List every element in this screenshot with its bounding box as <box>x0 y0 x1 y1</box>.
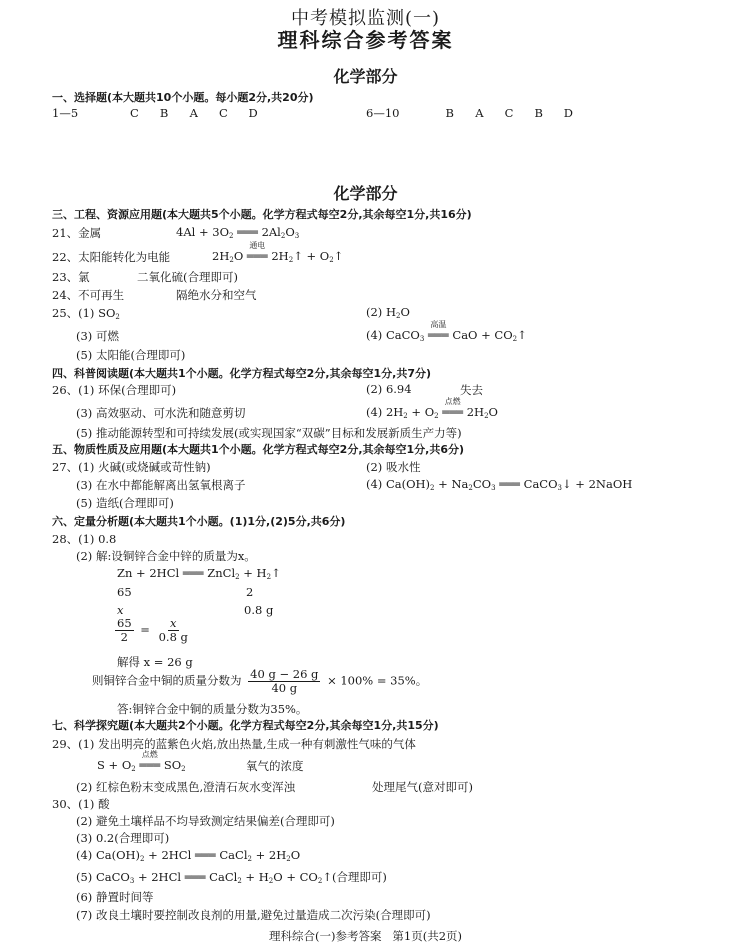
eq-text: + H <box>241 870 269 884</box>
title-line-1: 中考模拟监测(一) <box>290 8 441 29</box>
fraction <box>115 617 134 644</box>
equals-sign: ═══ <box>182 566 204 580</box>
eq-text: ↑ <box>517 328 527 342</box>
eq-text: × 100% = 35%。 <box>327 673 428 688</box>
eq-text: O <box>488 405 498 419</box>
eq-text: CO <box>472 477 492 491</box>
q25-2 <box>366 305 410 320</box>
eq-sub: 2 <box>140 855 145 863</box>
eq-sub: 2 <box>131 765 136 773</box>
fraction <box>248 668 320 695</box>
q3-header: 三、工程、资源应用题(本大题共5个小题。化学方程式每空2分,其余每空1分,共16分) <box>52 208 472 221</box>
eq-sub: 3 <box>419 335 425 343</box>
q26-2b: 失去 <box>460 383 483 397</box>
q28-proportion: $\frac{65}{2}$ = $\frac{x}{0.8 g}$ <box>117 616 188 645</box>
q30-2: (2) 避免土壤样品不均导致测定结果偏差(合理即可) <box>76 814 335 828</box>
eq-text: O <box>285 225 295 239</box>
eq-sub: 2 <box>229 232 234 240</box>
eq-text: Zn + 2HCl <box>117 566 180 580</box>
eq-sub: 2 <box>280 232 286 240</box>
eq-sub: 2 <box>286 855 291 863</box>
eq-text: (2) H <box>366 305 396 319</box>
q1-answer: A <box>475 106 484 120</box>
q1-range-b: 6—10 <box>366 106 400 120</box>
q29-2b: 处理尾气(意对即可) <box>372 780 473 794</box>
reaction-condition: 通电 <box>249 241 266 250</box>
eq-sub: 2 <box>329 256 334 264</box>
q27-4 <box>366 477 632 492</box>
eq-sub: 2 <box>434 412 439 420</box>
equals-sign: ═══ <box>499 477 520 491</box>
q23-label: 23、氯 <box>52 270 90 284</box>
q1-answers-6-10 <box>366 106 581 120</box>
eq-sub: 2 <box>512 335 518 343</box>
q30-4 <box>76 848 300 863</box>
title-line-2: 理科综合参考答案 <box>277 28 454 52</box>
q24-answer: 隔绝水分和空气 <box>176 288 257 302</box>
eq-sub: 2 <box>266 573 272 581</box>
eq-sub: 2 <box>115 313 120 321</box>
denominator: 0.8 g <box>158 630 188 645</box>
eq-text: 2H <box>466 405 485 419</box>
eq-text: 则铜锌合金中铜的质量分数为 <box>92 673 242 688</box>
q30-5 <box>76 869 387 885</box>
q28-equation <box>117 566 281 581</box>
reaction-condition: 点燃 <box>444 397 461 406</box>
eq-text: O <box>233 249 244 263</box>
q1-range-a: 1—5 <box>52 106 79 120</box>
eq-sub: 2 <box>288 256 294 264</box>
q1-answers-1-5 <box>52 106 266 120</box>
q1-answer: C <box>504 106 514 120</box>
eq-text: 2Al <box>261 225 281 239</box>
q26-2: (2) 6.94 <box>366 382 412 396</box>
q7-header: 七、科学探究题(本大题共2个小题。化学方程式每空2分,其余每空1分,共15分) <box>52 719 439 732</box>
eq-text: CaCO <box>523 477 558 491</box>
denominator: 2 <box>120 630 128 645</box>
eq-text: (4) Ca(OH) <box>366 477 431 491</box>
q28-var-x: x <box>117 603 124 617</box>
q28-2: (2) 解:设铜锌合金中锌的质量为x。 <box>76 549 256 563</box>
section-heading-chemistry-2: 化学部分 <box>333 184 398 203</box>
q1-answer: C <box>130 106 139 120</box>
section-heading-chemistry: 化学部分 <box>333 67 398 86</box>
eq-text: CaCl <box>219 848 248 862</box>
eq-sub: 2 <box>268 877 274 885</box>
q25-4 <box>366 320 527 343</box>
q28-solve: 解得 x = 26 g <box>117 655 193 669</box>
condition-arrow: 高温 ═══ <box>427 320 449 342</box>
fraction <box>157 617 190 644</box>
eq-sub: 2 <box>181 765 186 773</box>
reaction-condition: 点燃 <box>141 750 158 759</box>
denominator: 40 g <box>271 681 298 696</box>
numerator: 65 <box>117 616 132 630</box>
q25-5: (5) 太阳能(合理即可) <box>76 348 186 362</box>
q28-answer: 答:铜锌合金中铜的质量分数为35%。 <box>117 702 308 716</box>
eq-text: + 2HCl <box>144 848 192 862</box>
q26-1: 26、(1) 环保(合理即可) <box>52 383 177 397</box>
numerator: 40 g − 26 g <box>250 667 319 681</box>
q26-4 <box>366 397 498 420</box>
eq-text: (4) CaCO <box>366 328 420 342</box>
eq-text: CaCl <box>209 870 238 884</box>
eq-text: + Na <box>434 477 469 491</box>
eq-sub: 2 <box>395 312 401 320</box>
q26-3: (3) 高效驱动、可水洗和随意剪切 <box>76 406 246 420</box>
q22-equation <box>212 241 344 264</box>
q1-answer: B <box>159 106 169 120</box>
q24-label: 24、不可再生 <box>52 288 125 302</box>
eq-sub: 2 <box>229 256 234 264</box>
eq-text: ↑(合理即可) <box>322 870 387 884</box>
equals-sign: ═══ <box>184 870 206 884</box>
eq-text: O <box>290 848 301 862</box>
eq-sub: 2 <box>430 484 435 492</box>
eq-text: ↑ + O <box>293 249 330 263</box>
q26-5: (5) 推动能源转型和可持续发展(或实现国家“双碳”目标和发展新质生产力等) <box>76 426 462 440</box>
eq-sub: 2 <box>403 412 408 420</box>
eq-sub: 2 <box>317 877 323 885</box>
eq-sub: 3 <box>294 232 300 240</box>
eq-text: (4) 2H <box>366 405 404 419</box>
q28-mass-h2: 0.8 g <box>244 603 274 617</box>
q21-label: 21、金属 <box>52 226 102 240</box>
eq-text: CaO + CO <box>452 328 513 342</box>
eq-sub: 3 <box>491 484 496 492</box>
q25-1 <box>52 305 120 321</box>
eq-sub: 2 <box>247 855 252 863</box>
eq-text: S + O <box>97 758 132 772</box>
page-footer: 理科综合(一)参考答案 第1页(共2页) <box>268 929 463 943</box>
q27-5: (5) 造纸(合理即可) <box>76 496 174 510</box>
q1-answer: B <box>534 106 543 120</box>
eq-text: 25、(1) SO <box>52 306 116 320</box>
q5-header: 五、物质性质及应用题(本大题共1个小题。化学方程式每空2分,其余每空1分,共6分) <box>52 443 465 456</box>
eq-sub: 3 <box>129 877 135 885</box>
q28-molar-mass-h2: 2 <box>246 585 254 599</box>
q29-equation <box>97 750 186 773</box>
eq-text: (5) CaCO <box>76 870 130 884</box>
q21-equation <box>176 225 299 240</box>
q30-7: (7) 改良土壤时要控制改良剂的用量,避免过量造成二次污染(合理即可) <box>76 908 431 922</box>
eq-sub: 2 <box>484 412 489 420</box>
q1-answer: A <box>189 106 198 120</box>
eq-text: (4) Ca(OH) <box>76 848 141 862</box>
eq-sub: 2 <box>468 484 473 492</box>
q23-answer: 二氧化硫(合理即可) <box>137 270 238 284</box>
q1-answer: D <box>563 106 573 120</box>
q28-1: 28、(1) 0.8 <box>52 532 117 546</box>
equals-sign: ═══ <box>237 225 258 239</box>
q29-2: (2) 红棕色粉末变成黑色,澄清石灰水变浑浊 <box>76 780 296 794</box>
condition-arrow: 通电 ═══ <box>246 241 268 263</box>
q27-3: (3) 在水中都能解离出氢氧根离子 <box>76 478 246 492</box>
q28-molar-mass-zn: 65 <box>117 585 132 599</box>
eq-text: ZnCl <box>207 566 236 580</box>
eq-sub: 3 <box>557 484 562 492</box>
q1-answer: C <box>219 106 228 120</box>
q27-2: (2) 吸水性 <box>366 460 421 474</box>
q1-answer: D <box>248 106 258 120</box>
q25-3: (3) 可燃 <box>76 329 119 343</box>
equals-sign: ═══ <box>194 848 216 862</box>
q30-6: (6) 静置时间等 <box>76 890 154 904</box>
q27-1: 27、(1) 火碱(或烧碱或苛性钠) <box>52 460 211 474</box>
eq-text: + H <box>239 566 267 580</box>
numerator: x <box>170 616 177 630</box>
eq-text: ↑ <box>271 566 281 580</box>
q30-3: (3) 0.2(合理即可) <box>76 831 170 845</box>
q4-header: 四、科普阅读题(本大题共1个小题。化学方程式每空2分,其余每空1分,共7分) <box>52 367 432 380</box>
condition-arrow: 点燃 ═══ <box>139 750 161 772</box>
eq-text: O + CO <box>273 870 318 884</box>
eq-text: + O <box>407 405 435 419</box>
eq-text: + 2HCl <box>134 870 182 884</box>
q1-answer: B <box>445 106 454 120</box>
q29-oxygen-concentration: 氧气的浓度 <box>246 759 304 773</box>
q6-header: 六、定量分析题(本大题共1个小题。(1)1分,(2)5分,共6分) <box>52 515 346 528</box>
condition-arrow: 点燃 ═══ <box>442 397 464 419</box>
eq-text: 2H <box>212 249 230 263</box>
eq-text: 2H <box>271 249 289 263</box>
q30-1: 30、(1) 酸 <box>52 797 110 811</box>
eq-text: O <box>400 305 410 319</box>
eq-text: 4Al + 3O <box>176 225 229 239</box>
reaction-condition: 高温 <box>430 320 447 329</box>
q29-1: 29、(1) 发出明亮的蓝紫色火焰,放出热量,生成一种有刺激性气味的气体 <box>52 737 416 751</box>
q28-percent <box>92 668 427 695</box>
eq-text: + 2H <box>251 848 287 862</box>
eq-sub: 2 <box>235 573 240 581</box>
eq-text: ↑ <box>333 249 344 263</box>
eq-text: SO <box>163 758 182 772</box>
q22-label: 22、太阳能转化为电能 <box>52 250 171 264</box>
eq-text: ↓ + 2NaOH <box>562 477 633 491</box>
q1-header: 一、选择题(本大题共10个小题。每小题2分,共20分) <box>52 91 314 104</box>
eq-sub: 2 <box>237 877 242 885</box>
